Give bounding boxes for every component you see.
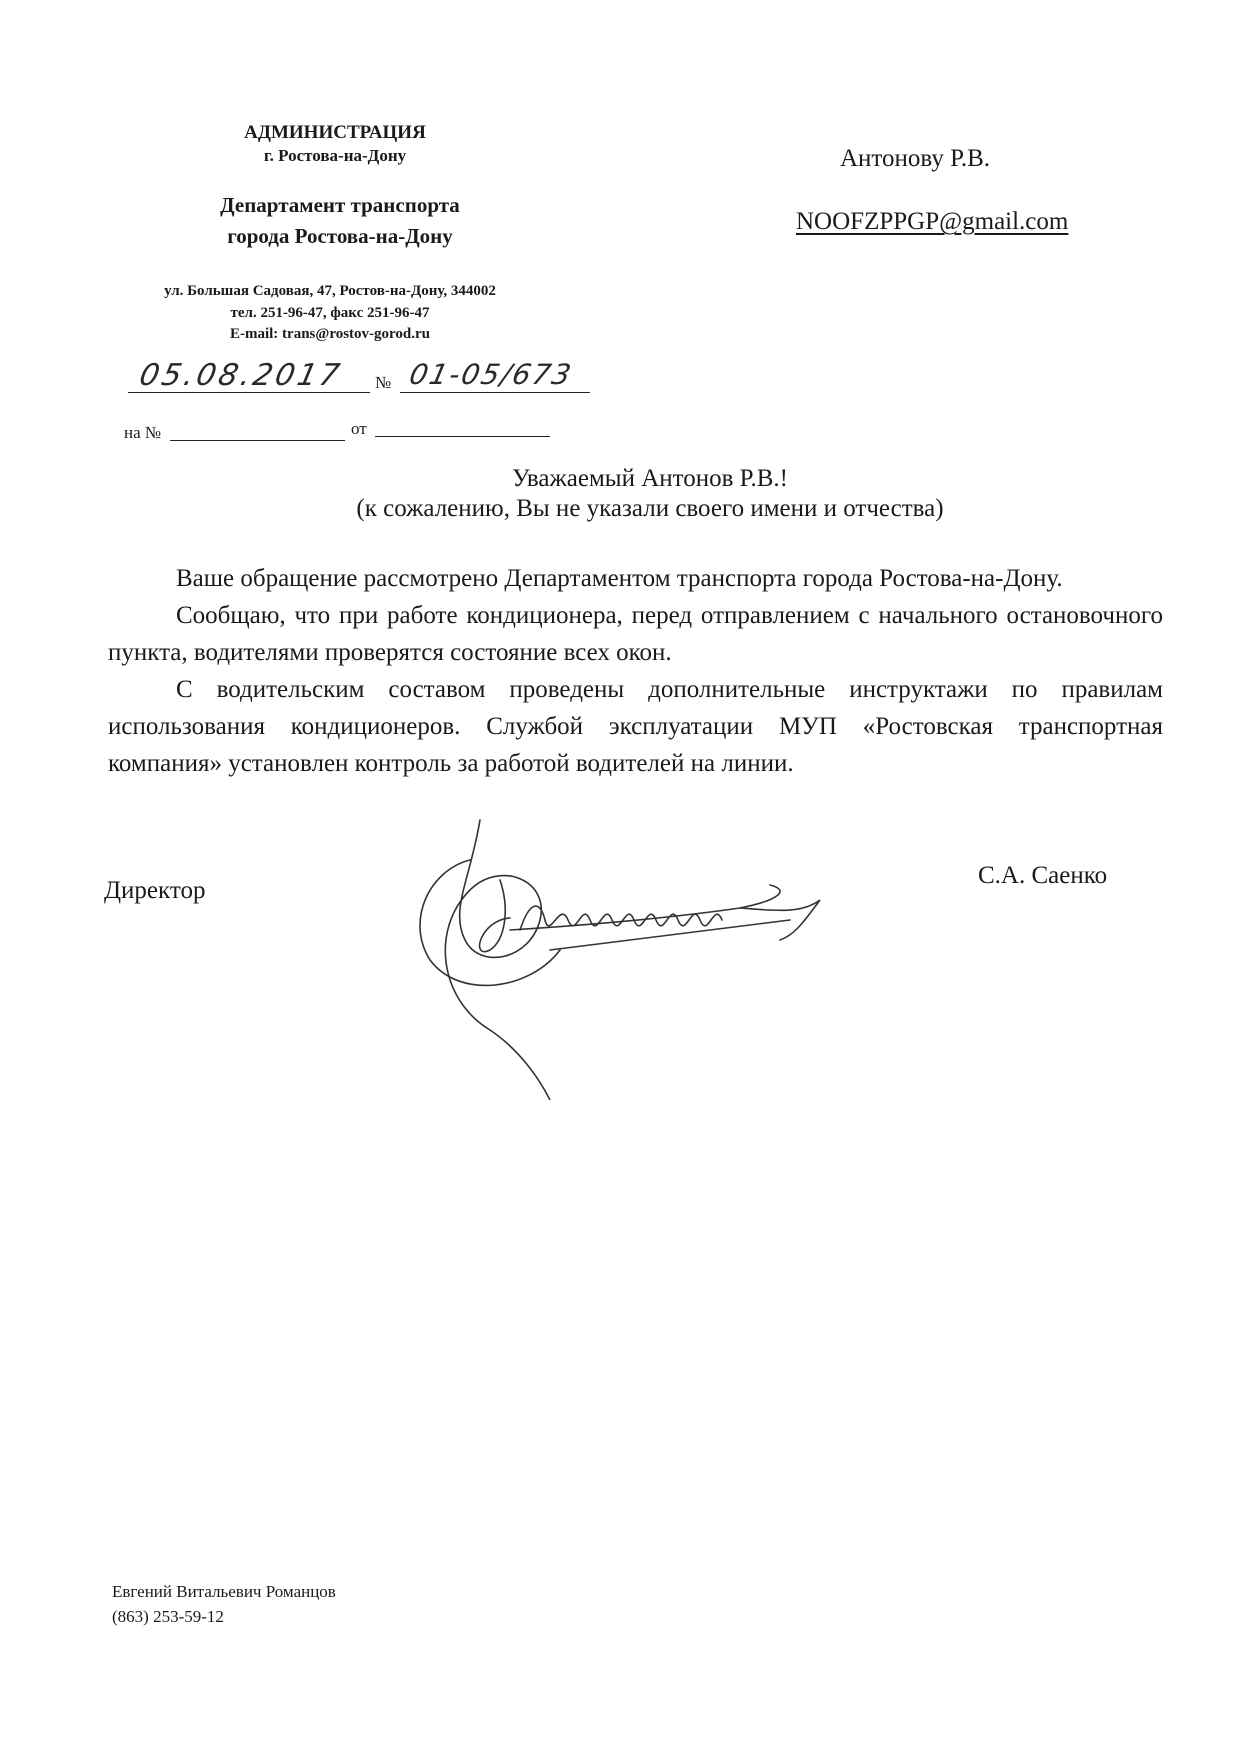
registration-number: 01-05/673	[406, 358, 576, 391]
reply-from-line	[375, 436, 550, 437]
reply-number-line	[170, 440, 345, 441]
handwritten-signature	[410, 800, 950, 1100]
reply-number-label: на №	[124, 423, 162, 442]
letterhead-administration: АДМИНИСТРАЦИЯ	[244, 122, 426, 143]
letterhead-department-city: города Ростова-на-Дону	[227, 224, 453, 248]
letter-body	[108, 560, 1163, 782]
body-paragraph: С водительским составом проведены дополнительные инструктажи по правилам использования кондиционеров. Службой эксплуатации МУП «Ростовская транспортная компания» установлен контроль за работой водителей на линии.	[108, 676, 1163, 777]
addressee-name: Антонову Р.В.	[840, 145, 991, 172]
signatory-name: С.А. Саенко	[978, 862, 1108, 889]
registration-date: 05.08.2017	[136, 358, 346, 393]
greeting-note: (к сожалению, Вы не указали своего имени и отчества)	[356, 495, 944, 522]
greeting: Уважаемый Антонов Р.В.!	[512, 465, 788, 492]
body-paragraph: Сообщаю, что при работе кондиционера, перед отправлением с начального остановочного пункта, водителями проверятся состояние всех окон.	[108, 602, 1163, 666]
body-paragraph: Ваше обращение рассмотрено Департаментом транспорта города Ростова-на-Дону.	[176, 565, 1063, 592]
letterhead-department: Департамент транспорта	[220, 193, 460, 217]
letterhead-city: г. Ростова-на-Дону	[263, 146, 407, 165]
executor-name: Евгений Витальевич Романцов	[112, 1582, 336, 1601]
registration-date-line	[128, 392, 370, 393]
executor-phone: (863) 253-59-12	[112, 1607, 224, 1626]
addressee-email: NOOFZPPGP@gmail.com	[796, 208, 1069, 235]
letterhead-address: ул. Большая Садовая, 47, Ростов-на-Дону, 344002	[164, 283, 496, 299]
reply-from-label: от	[351, 419, 367, 438]
letterhead-phone: тел. 251-96-47, факс 251-96-47	[230, 305, 430, 321]
signatory-role: Директор	[104, 877, 206, 904]
letterhead-email: E-mail: trans@rostov-gorod.ru	[229, 326, 431, 342]
registration-number-line	[400, 392, 590, 393]
registration-number-label: №	[375, 373, 392, 392]
